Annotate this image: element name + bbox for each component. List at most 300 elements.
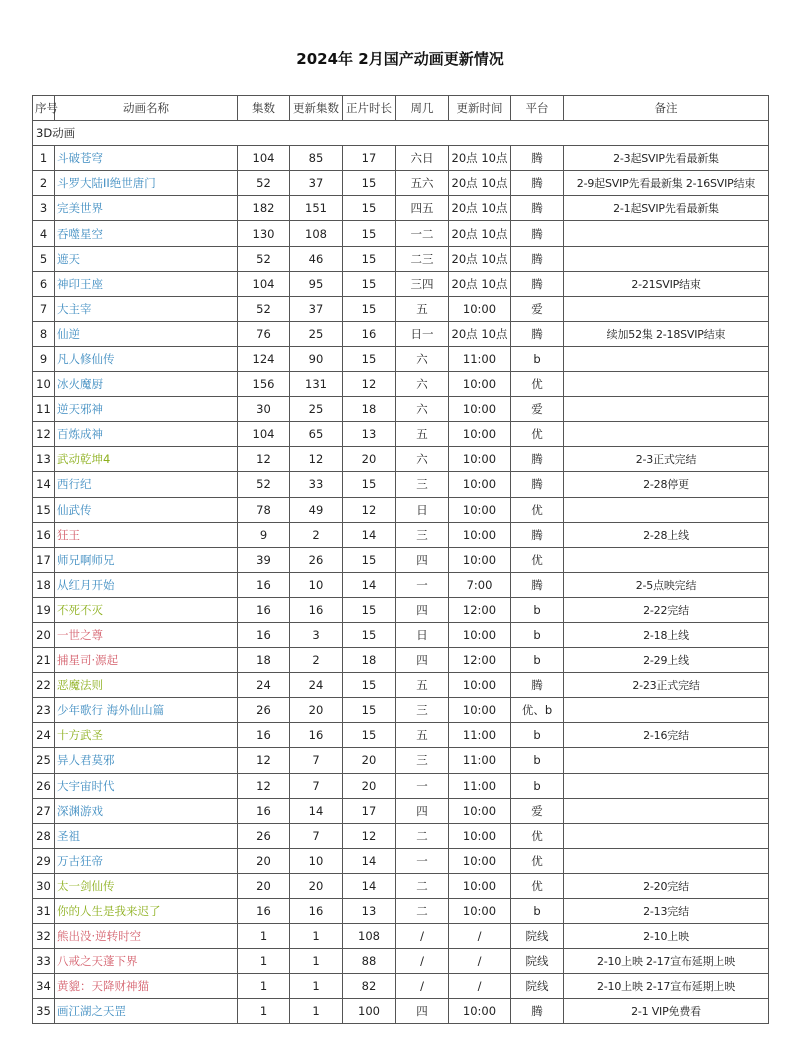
cell-duration: 12 <box>343 372 396 397</box>
cell-name: 一世之尊 <box>55 622 238 647</box>
table-row <box>33 798 769 823</box>
cell-weekday: 一 <box>396 572 449 597</box>
cell-note <box>564 221 769 246</box>
cell-no: 19 <box>33 597 55 622</box>
cell-time: / <box>449 974 511 999</box>
cell-name: 圣祖 <box>55 823 238 848</box>
cell-platform: 腾 <box>511 171 564 196</box>
cell-episodes: 104 <box>238 271 290 296</box>
cell-duration: 108 <box>343 924 396 949</box>
cell-episodes: 16 <box>238 723 290 748</box>
cell-no: 23 <box>33 698 55 723</box>
cell-weekday: 二三 <box>396 246 449 271</box>
cell-updated: 26 <box>290 547 343 572</box>
cell-weekday: 五六 <box>396 171 449 196</box>
cell-duration: 15 <box>343 698 396 723</box>
cell-note <box>564 422 769 447</box>
cell-episodes: 52 <box>238 472 290 497</box>
cell-updated: 2 <box>290 522 343 547</box>
cell-updated: 90 <box>290 346 343 371</box>
table-row <box>33 924 769 949</box>
cell-platform: 优 <box>511 547 564 572</box>
cell-weekday: 六 <box>396 346 449 371</box>
cell-duration: 16 <box>343 321 396 346</box>
cell-no: 6 <box>33 271 55 296</box>
cell-no: 13 <box>33 447 55 472</box>
cell-no: 14 <box>33 472 55 497</box>
cell-note: 续加52集 2-18SVIP结束 <box>564 321 769 346</box>
cell-platform: 腾 <box>511 196 564 221</box>
cell-updated: 12 <box>290 447 343 472</box>
cell-episodes: 18 <box>238 648 290 673</box>
cell-duration: 100 <box>343 999 396 1024</box>
cell-time: 12:00 <box>449 648 511 673</box>
cell-platform: b <box>511 723 564 748</box>
cell-episodes: 182 <box>238 196 290 221</box>
cell-note: 2-28上线 <box>564 522 769 547</box>
cell-episodes: 1 <box>238 924 290 949</box>
cell-updated: 1 <box>290 974 343 999</box>
table-row <box>33 146 769 171</box>
cell-weekday: 日 <box>396 622 449 647</box>
header-no: 序号 <box>33 96 55 121</box>
cell-updated: 85 <box>290 146 343 171</box>
table-row <box>33 221 769 246</box>
cell-weekday: 五 <box>396 673 449 698</box>
cell-updated: 108 <box>290 221 343 246</box>
cell-episodes: 20 <box>238 848 290 873</box>
cell-weekday: 六 <box>396 372 449 397</box>
cell-episodes: 24 <box>238 673 290 698</box>
cell-time: 10:00 <box>449 823 511 848</box>
cell-updated: 7 <box>290 773 343 798</box>
table-row <box>33 999 769 1024</box>
header-episodes: 集数 <box>238 96 290 121</box>
header-weekday: 周几 <box>396 96 449 121</box>
cell-updated: 1 <box>290 924 343 949</box>
cell-name: 不死不灭 <box>55 597 238 622</box>
cell-name: 吞噬星空 <box>55 221 238 246</box>
cell-note: 2-1 VIP免费看 <box>564 999 769 1024</box>
cell-platform: 院线 <box>511 949 564 974</box>
cell-episodes: 76 <box>238 321 290 346</box>
cell-note: 2-28停更 <box>564 472 769 497</box>
cell-episodes: 1 <box>238 974 290 999</box>
cell-platform: b <box>511 597 564 622</box>
cell-episodes: 12 <box>238 773 290 798</box>
cell-note <box>564 848 769 873</box>
cell-platform: b <box>511 346 564 371</box>
cell-episodes: 20 <box>238 873 290 898</box>
cell-weekday: 四 <box>396 999 449 1024</box>
cell-no: 20 <box>33 622 55 647</box>
cell-no: 12 <box>33 422 55 447</box>
cell-no: 31 <box>33 899 55 924</box>
cell-platform: b <box>511 748 564 773</box>
cell-episodes: 1 <box>238 999 290 1024</box>
cell-no: 21 <box>33 648 55 673</box>
cell-time: 10:00 <box>449 547 511 572</box>
cell-note: 2-10上映 2-17宣布延期上映 <box>564 974 769 999</box>
cell-duration: 15 <box>343 246 396 271</box>
cell-note: 2-22完结 <box>564 597 769 622</box>
cell-platform: 腾 <box>511 673 564 698</box>
cell-note: 2-18上线 <box>564 622 769 647</box>
cell-weekday: 一 <box>396 773 449 798</box>
cell-weekday: 六日 <box>396 146 449 171</box>
cell-note <box>564 773 769 798</box>
cell-updated: 49 <box>290 497 343 522</box>
cell-duration: 18 <box>343 397 396 422</box>
cell-no: 8 <box>33 321 55 346</box>
cell-episodes: 12 <box>238 447 290 472</box>
cell-platform: 腾 <box>511 146 564 171</box>
section-row <box>33 121 769 146</box>
cell-platform: 优 <box>511 497 564 522</box>
table-row <box>33 171 769 196</box>
cell-duration: 20 <box>343 748 396 773</box>
cell-weekday: / <box>396 924 449 949</box>
cell-time: 10:00 <box>449 422 511 447</box>
cell-duration: 13 <box>343 899 396 924</box>
cell-duration: 15 <box>343 196 396 221</box>
cell-name: 逆天邪神 <box>55 397 238 422</box>
cell-no: 9 <box>33 346 55 371</box>
cell-name: 异人君莫邪 <box>55 748 238 773</box>
cell-note: 2-23正式完结 <box>564 673 769 698</box>
cell-note <box>564 748 769 773</box>
cell-updated: 10 <box>290 848 343 873</box>
cell-no: 2 <box>33 171 55 196</box>
cell-duration: 15 <box>343 271 396 296</box>
cell-updated: 25 <box>290 321 343 346</box>
cell-no: 28 <box>33 823 55 848</box>
cell-episodes: 52 <box>238 296 290 321</box>
cell-name: 少年歌行 海外仙山篇 <box>55 698 238 723</box>
table-row <box>33 296 769 321</box>
cell-platform: 爱 <box>511 798 564 823</box>
cell-time: 10:00 <box>449 447 511 472</box>
cell-duration: 15 <box>343 346 396 371</box>
cell-name: 狂王 <box>55 522 238 547</box>
cell-weekday: 日一 <box>396 321 449 346</box>
cell-updated: 46 <box>290 246 343 271</box>
cell-note <box>564 698 769 723</box>
cell-name: 你的人生是我来迟了 <box>55 899 238 924</box>
cell-note <box>564 547 769 572</box>
cell-name: 武动乾坤4 <box>55 447 238 472</box>
cell-time: 20点 10点 <box>449 196 511 221</box>
cell-duration: 15 <box>343 547 396 572</box>
cell-note: 2-10上映 2-17宣布延期上映 <box>564 949 769 974</box>
cell-duration: 14 <box>343 848 396 873</box>
cell-platform: 腾 <box>511 221 564 246</box>
cell-no: 15 <box>33 497 55 522</box>
cell-weekday: 四 <box>396 648 449 673</box>
cell-platform: 院线 <box>511 974 564 999</box>
cell-time: 20点 10点 <box>449 321 511 346</box>
cell-platform: 腾 <box>511 271 564 296</box>
cell-updated: 131 <box>290 372 343 397</box>
cell-episodes: 12 <box>238 748 290 773</box>
cell-name: 神印王座 <box>55 271 238 296</box>
table-row <box>33 848 769 873</box>
cell-name: 西行纪 <box>55 472 238 497</box>
cell-note <box>564 823 769 848</box>
cell-time: 10:00 <box>449 397 511 422</box>
cell-note: 2-29上线 <box>564 648 769 673</box>
cell-duration: 15 <box>343 221 396 246</box>
cell-duration: 15 <box>343 472 396 497</box>
cell-platform: 爱 <box>511 397 564 422</box>
cell-name: 大宇宙时代 <box>55 773 238 798</box>
cell-no: 1 <box>33 146 55 171</box>
cell-note: 2-10上映 <box>564 924 769 949</box>
table-row <box>33 648 769 673</box>
cell-weekday: / <box>396 974 449 999</box>
cell-weekday: 三 <box>396 698 449 723</box>
table-row <box>33 321 769 346</box>
cell-no: 33 <box>33 949 55 974</box>
cell-episodes: 26 <box>238 823 290 848</box>
cell-note: 2-3正式完结 <box>564 447 769 472</box>
cell-weekday: 四 <box>396 798 449 823</box>
cell-platform: 腾 <box>511 447 564 472</box>
page-title: 2024年 2月国产动画更新情况 <box>296 50 504 68</box>
cell-updated: 16 <box>290 597 343 622</box>
cell-no: 4 <box>33 221 55 246</box>
table-row <box>33 949 769 974</box>
cell-no: 35 <box>33 999 55 1024</box>
cell-weekday: 三四 <box>396 271 449 296</box>
cell-weekday: 五 <box>396 296 449 321</box>
cell-time: 10:00 <box>449 296 511 321</box>
table-row <box>33 246 769 271</box>
cell-weekday: 六 <box>396 397 449 422</box>
cell-note: 2-13完结 <box>564 899 769 924</box>
cell-updated: 65 <box>290 422 343 447</box>
cell-time: 12:00 <box>449 597 511 622</box>
cell-time: 11:00 <box>449 773 511 798</box>
table-row <box>33 447 769 472</box>
cell-no: 30 <box>33 873 55 898</box>
table-row <box>33 572 769 597</box>
cell-time: 20点 10点 <box>449 146 511 171</box>
cell-name: 师兄啊师兄 <box>55 547 238 572</box>
cell-platform: 腾 <box>511 321 564 346</box>
cell-weekday: 三 <box>396 522 449 547</box>
cell-episodes: 16 <box>238 622 290 647</box>
cell-time: 7:00 <box>449 572 511 597</box>
cell-duration: 15 <box>343 597 396 622</box>
cell-note <box>564 346 769 371</box>
cell-name: 遮天 <box>55 246 238 271</box>
table-row <box>33 372 769 397</box>
cell-name: 从红月开始 <box>55 572 238 597</box>
cell-duration: 18 <box>343 648 396 673</box>
cell-duration: 17 <box>343 798 396 823</box>
cell-name: 凡人修仙传 <box>55 346 238 371</box>
table-row <box>33 899 769 924</box>
cell-name: 画江湖之天罡 <box>55 999 238 1024</box>
cell-episodes: 39 <box>238 547 290 572</box>
table-row <box>33 673 769 698</box>
cell-episodes: 26 <box>238 698 290 723</box>
cell-no: 34 <box>33 974 55 999</box>
cell-platform: b <box>511 899 564 924</box>
section-label: 3D动画 <box>33 121 769 146</box>
cell-updated: 16 <box>290 899 343 924</box>
header-updated: 更新集数 <box>290 96 343 121</box>
cell-platform: 优 <box>511 823 564 848</box>
cell-name: 黄貔：天降财神猫 <box>55 974 238 999</box>
cell-duration: 14 <box>343 873 396 898</box>
cell-updated: 3 <box>290 622 343 647</box>
cell-duration: 17 <box>343 146 396 171</box>
cell-name: 斗罗大陆II绝世唐门 <box>55 171 238 196</box>
cell-weekday: 五 <box>396 723 449 748</box>
cell-platform: b <box>511 773 564 798</box>
cell-updated: 1 <box>290 949 343 974</box>
cell-no: 24 <box>33 723 55 748</box>
table-row <box>33 873 769 898</box>
cell-time: 10:00 <box>449 873 511 898</box>
cell-time: 10:00 <box>449 472 511 497</box>
cell-no: 18 <box>33 572 55 597</box>
cell-updated: 24 <box>290 673 343 698</box>
cell-episodes: 30 <box>238 397 290 422</box>
cell-platform: 优 <box>511 848 564 873</box>
table-row <box>33 823 769 848</box>
cell-name: 太一剑仙传 <box>55 873 238 898</box>
cell-no: 16 <box>33 522 55 547</box>
cell-weekday: 二 <box>396 899 449 924</box>
cell-updated: 14 <box>290 798 343 823</box>
cell-note: 2-1起SVIP先看最新集 <box>564 196 769 221</box>
cell-weekday: 日 <box>396 497 449 522</box>
cell-episodes: 16 <box>238 597 290 622</box>
cell-name: 深渊游戏 <box>55 798 238 823</box>
cell-note: 2-16完结 <box>564 723 769 748</box>
cell-platform: 院线 <box>511 924 564 949</box>
cell-note <box>564 798 769 823</box>
anime-schedule-table <box>32 95 769 1024</box>
cell-weekday: 四五 <box>396 196 449 221</box>
cell-note: 2-20完结 <box>564 873 769 898</box>
cell-no: 17 <box>33 547 55 572</box>
cell-platform: 腾 <box>511 246 564 271</box>
cell-name: 大主宰 <box>55 296 238 321</box>
cell-no: 29 <box>33 848 55 873</box>
cell-weekday: 三 <box>396 748 449 773</box>
cell-platform: 优 <box>511 422 564 447</box>
header-row <box>33 96 769 121</box>
cell-episodes: 52 <box>238 171 290 196</box>
cell-name: 万古狂帝 <box>55 848 238 873</box>
cell-duration: 13 <box>343 422 396 447</box>
cell-no: 10 <box>33 372 55 397</box>
cell-updated: 37 <box>290 171 343 196</box>
table-row <box>33 622 769 647</box>
cell-time: 10:00 <box>449 899 511 924</box>
cell-name: 斗破苍穹 <box>55 146 238 171</box>
cell-note <box>564 296 769 321</box>
cell-no: 11 <box>33 397 55 422</box>
cell-name: 仙逆 <box>55 321 238 346</box>
cell-weekday: 四 <box>396 597 449 622</box>
table-row <box>33 698 769 723</box>
cell-name: 八戒之天蓬下界 <box>55 949 238 974</box>
cell-no: 27 <box>33 798 55 823</box>
cell-duration: 14 <box>343 572 396 597</box>
cell-time: 10:00 <box>449 497 511 522</box>
cell-note <box>564 397 769 422</box>
cell-updated: 151 <box>290 196 343 221</box>
cell-name: 十方武圣 <box>55 723 238 748</box>
cell-platform: b <box>511 622 564 647</box>
cell-time: 20点 10点 <box>449 271 511 296</box>
table-row <box>33 196 769 221</box>
cell-episodes: 1 <box>238 949 290 974</box>
cell-updated: 2 <box>290 648 343 673</box>
cell-platform: 腾 <box>511 572 564 597</box>
cell-duration: 12 <box>343 823 396 848</box>
table-row <box>33 271 769 296</box>
cell-note: 2-9起SVIP先看最新集 2-16SVIP结束 <box>564 171 769 196</box>
cell-duration: 15 <box>343 622 396 647</box>
cell-note <box>564 246 769 271</box>
header-time: 更新时间 <box>449 96 511 121</box>
cell-note: 2-21SVIP结束 <box>564 271 769 296</box>
cell-time: 10:00 <box>449 622 511 647</box>
cell-updated: 95 <box>290 271 343 296</box>
table-row <box>33 422 769 447</box>
cell-episodes: 78 <box>238 497 290 522</box>
cell-episodes: 104 <box>238 146 290 171</box>
cell-weekday: 五 <box>396 422 449 447</box>
cell-no: 5 <box>33 246 55 271</box>
cell-platform: b <box>511 648 564 673</box>
cell-time: 10:00 <box>449 999 511 1024</box>
cell-time: 10:00 <box>449 698 511 723</box>
cell-episodes: 104 <box>238 422 290 447</box>
cell-episodes: 9 <box>238 522 290 547</box>
table-row <box>33 522 769 547</box>
cell-weekday: 二 <box>396 823 449 848</box>
cell-updated: 16 <box>290 723 343 748</box>
cell-time: 10:00 <box>449 372 511 397</box>
cell-episodes: 16 <box>238 572 290 597</box>
cell-name: 仙武传 <box>55 497 238 522</box>
cell-name: 百炼成神 <box>55 422 238 447</box>
cell-name: 完美世界 <box>55 196 238 221</box>
cell-platform: 优、b <box>511 698 564 723</box>
cell-duration: 15 <box>343 723 396 748</box>
header-name: 动画名称 <box>55 96 238 121</box>
cell-time: 10:00 <box>449 673 511 698</box>
table-row <box>33 597 769 622</box>
cell-no: 32 <box>33 924 55 949</box>
cell-no: 26 <box>33 773 55 798</box>
table-row <box>33 773 769 798</box>
cell-episodes: 16 <box>238 899 290 924</box>
cell-weekday: 二 <box>396 873 449 898</box>
cell-time: 11:00 <box>449 723 511 748</box>
cell-time: / <box>449 924 511 949</box>
cell-name: 熊出没·逆转时空 <box>55 924 238 949</box>
cell-time: 11:00 <box>449 748 511 773</box>
cell-time: 11:00 <box>449 346 511 371</box>
